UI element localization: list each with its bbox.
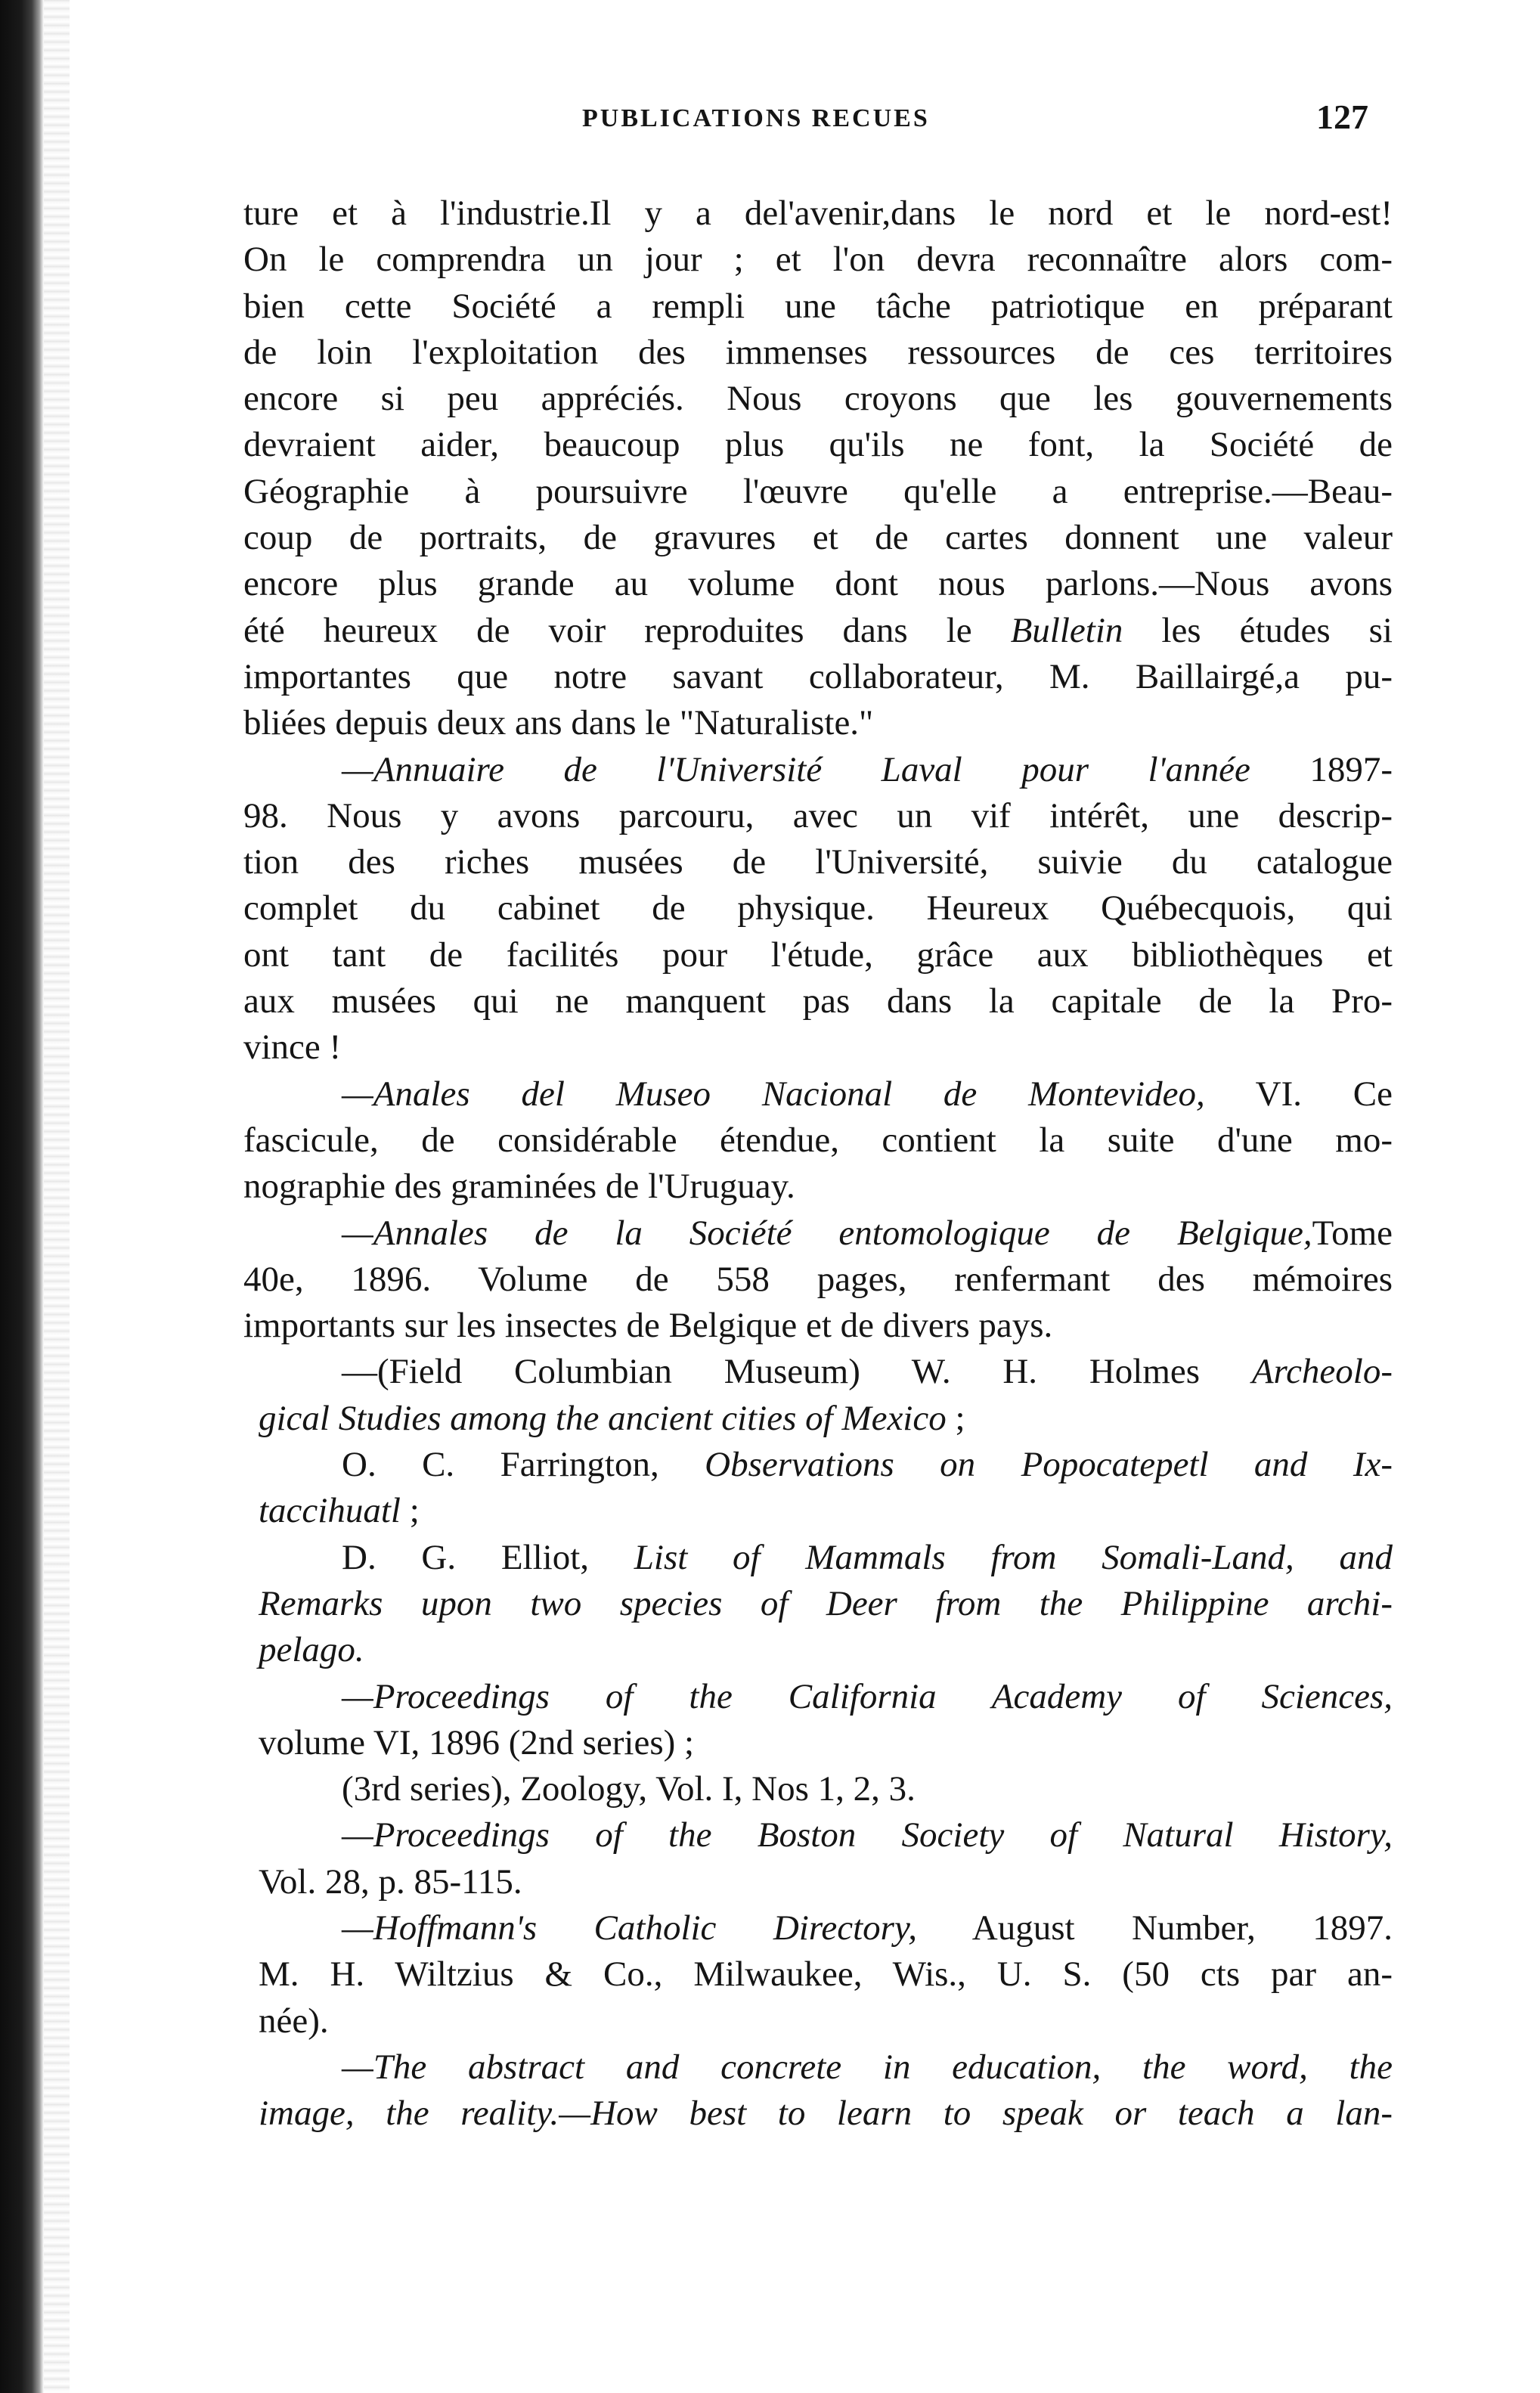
italic-title-text: gical Studies among the ancient cities of Mexico <box>259 1398 947 1438</box>
text-line <box>243 839 1393 885</box>
italic-title-text: —Annuaire de l'Université Laval pour l'année <box>342 749 1250 789</box>
text-segment: (3rd series), Zoology, Vol. I, Nos 1, 2, 3. <box>342 1769 916 1809</box>
text-segment: ont tant de facilités pour l'étude, grâce aux bibliothèques et <box>243 935 1393 975</box>
text-line <box>243 191 1393 237</box>
text-line <box>243 561 1393 607</box>
text-line <box>243 1024 1393 1071</box>
text-line <box>243 1674 1393 1720</box>
text-line <box>243 330 1393 376</box>
page-number: 127 <box>1316 98 1368 136</box>
italic-title-text: Remarks upon two species of Deer from the Philippine archi- <box>259 1583 1393 1623</box>
text-line <box>243 1627 1393 1673</box>
body-text <box>243 191 1393 2137</box>
text-segment: Géographie à poursuivre l'œuvre qu'elle a entreprise.—Beau- <box>243 471 1393 511</box>
text-segment: coup de portraits, de gravures et de cartes donnent une valeur <box>243 518 1393 558</box>
text-segment: ; <box>400 1491 420 1531</box>
binding-speckle <box>44 0 70 2393</box>
text-line <box>243 1998 1393 2044</box>
text-segment: volume VI, 1896 (2nd series) ; <box>259 1722 695 1762</box>
text-segment: ; <box>946 1398 965 1438</box>
text-segment: D. G. Elliot, <box>342 1537 634 1577</box>
text-segment: M. H. Wiltzius & Co., Milwaukee, Wis., U. S. (50 cts par an- <box>259 1954 1393 1995</box>
italic-title-text: —Anales del Museo Nacional de Montevideo, <box>342 1074 1205 1114</box>
text-line <box>243 1210 1393 1257</box>
text-segment: encore plus grande au volume dont nous parlons.—Nous avons <box>243 564 1393 604</box>
text-line <box>243 1720 1393 1766</box>
text-line <box>243 1257 1393 1303</box>
text-segment: importantes que notre savant collaborateur, M. Baillairgé,a pu- <box>243 656 1393 696</box>
text-segment: bliées depuis deux ans dans le "Naturaliste." <box>243 703 874 743</box>
text-segment: fascicule, de considérable étendue, contient la suite d'une mo- <box>243 1120 1393 1160</box>
text-line <box>243 1442 1393 1488</box>
text-segment: —(Field Columbian Museum) W. H. Holmes <box>342 1352 1252 1392</box>
text-segment: les études si <box>1123 610 1393 650</box>
text-segment: VI. Ce <box>1204 1074 1393 1114</box>
text-line <box>243 1951 1393 1998</box>
text-line <box>243 422 1393 468</box>
text-segment: 40e, 1896. Volume de 558 pages, renfermant des mémoires <box>243 1259 1393 1299</box>
italic-title-text: —Proceedings of the California Academy of Sciences, <box>342 1676 1393 1716</box>
text-segment: aux musées qui ne manquent pas dans la capitale de la Pro- <box>243 981 1393 1021</box>
text-line <box>243 1535 1393 1581</box>
text-segment: vince ! <box>243 1028 342 1068</box>
text-line <box>243 978 1393 1024</box>
text-segment: encore si peu appréciés. Nous croyons que les gouvernements <box>243 379 1393 419</box>
text-segment: été heureux de voir reproduites dans le <box>243 610 1011 650</box>
italic-title-text: List of Mammals from Somali-Land, and <box>634 1537 1393 1577</box>
text-segment: complet du cabinet de physique. Heureux Québecquois, qui <box>243 888 1393 928</box>
text-line <box>243 1164 1393 1210</box>
text-segment: nographie des graminées de l'Uruguay. <box>243 1167 795 1207</box>
text-line <box>243 1117 1393 1164</box>
text-line <box>243 932 1393 978</box>
text-line <box>243 1071 1393 1117</box>
text-line <box>243 1349 1393 1395</box>
text-line <box>243 2044 1393 2091</box>
text-segment: 1897- <box>1250 749 1393 789</box>
text-line <box>243 1905 1393 1951</box>
text-segment: devraient aider, beaucoup plus qu'ils ne font, la Société de <box>243 425 1393 465</box>
text-line <box>243 885 1393 931</box>
italic-title-text: Observations on Popocatepetl and Ix- <box>705 1445 1393 1485</box>
text-line <box>243 608 1393 654</box>
text-segment: bien cette Société a rempli une tâche patriotique en préparant <box>243 286 1393 326</box>
running-head: PUBLICATIONS RECUES <box>582 104 930 132</box>
text-line <box>243 1581 1393 1627</box>
italic-title-text: pelago. <box>259 1630 364 1670</box>
text-line <box>243 1396 1393 1442</box>
text-segment: O. C. Farrington, <box>342 1445 705 1485</box>
italic-title-text: —Annales de la Société entomologique de Belgique, <box>342 1213 1312 1253</box>
italic-title-text: —The abstract and concrete in education, the word, the <box>342 2047 1393 2087</box>
text-line <box>243 284 1393 330</box>
text-segment: ture et à l'industrie.Il y a del'avenir,dans le nord et le nord-est! <box>243 194 1393 233</box>
text-segment: Vol. 28, p. 85-115. <box>259 1861 522 1902</box>
italic-title-text: Archeolo- <box>1251 1352 1393 1392</box>
page-header <box>249 97 1368 142</box>
text-segment: August Number, 1897. <box>916 1908 1393 1948</box>
text-line <box>243 1488 1393 1534</box>
text-line <box>243 2091 1393 2137</box>
text-line <box>243 1766 1393 1812</box>
text-segment: de loin l'exploitation des immenses ressources de ces territoires <box>243 332 1393 372</box>
text-segment: On le comprendra un jour ; et l'on devra reconnaître alors com- <box>243 240 1393 280</box>
text-segment: importants sur les insectes de Belgique et de divers pays. <box>243 1306 1053 1346</box>
text-line <box>243 747 1393 793</box>
text-line <box>243 1303 1393 1349</box>
text-line <box>243 654 1393 700</box>
text-line <box>243 1812 1393 1858</box>
italic-title-text: Bulletin <box>1010 610 1123 650</box>
italic-title-text: image, the reality.—How best to learn to speak or teach a lan- <box>259 2094 1393 2134</box>
italic-title-text: taccihuatl <box>259 1491 401 1531</box>
italic-title-text: —Hoffmann's Catholic Directory, <box>342 1908 917 1948</box>
text-line <box>243 1859 1393 1905</box>
italic-title-text: —Proceedings of the Boston Society of Natural History, <box>342 1815 1393 1855</box>
text-segment: 98. Nous y avons parcouru, avec un vif intérêt, une descrip- <box>243 795 1393 835</box>
text-line <box>243 793 1393 839</box>
text-line <box>243 700 1393 746</box>
text-line <box>243 515 1393 561</box>
binding-shadow <box>0 0 44 2393</box>
text-line <box>243 376 1393 422</box>
text-segment: née). <box>259 2001 329 2041</box>
text-segment: tion des riches musées de l'Université, suivie du catalogue <box>243 842 1393 882</box>
text-line <box>243 469 1393 515</box>
text-segment: Tome <box>1312 1213 1393 1253</box>
text-line <box>243 237 1393 283</box>
